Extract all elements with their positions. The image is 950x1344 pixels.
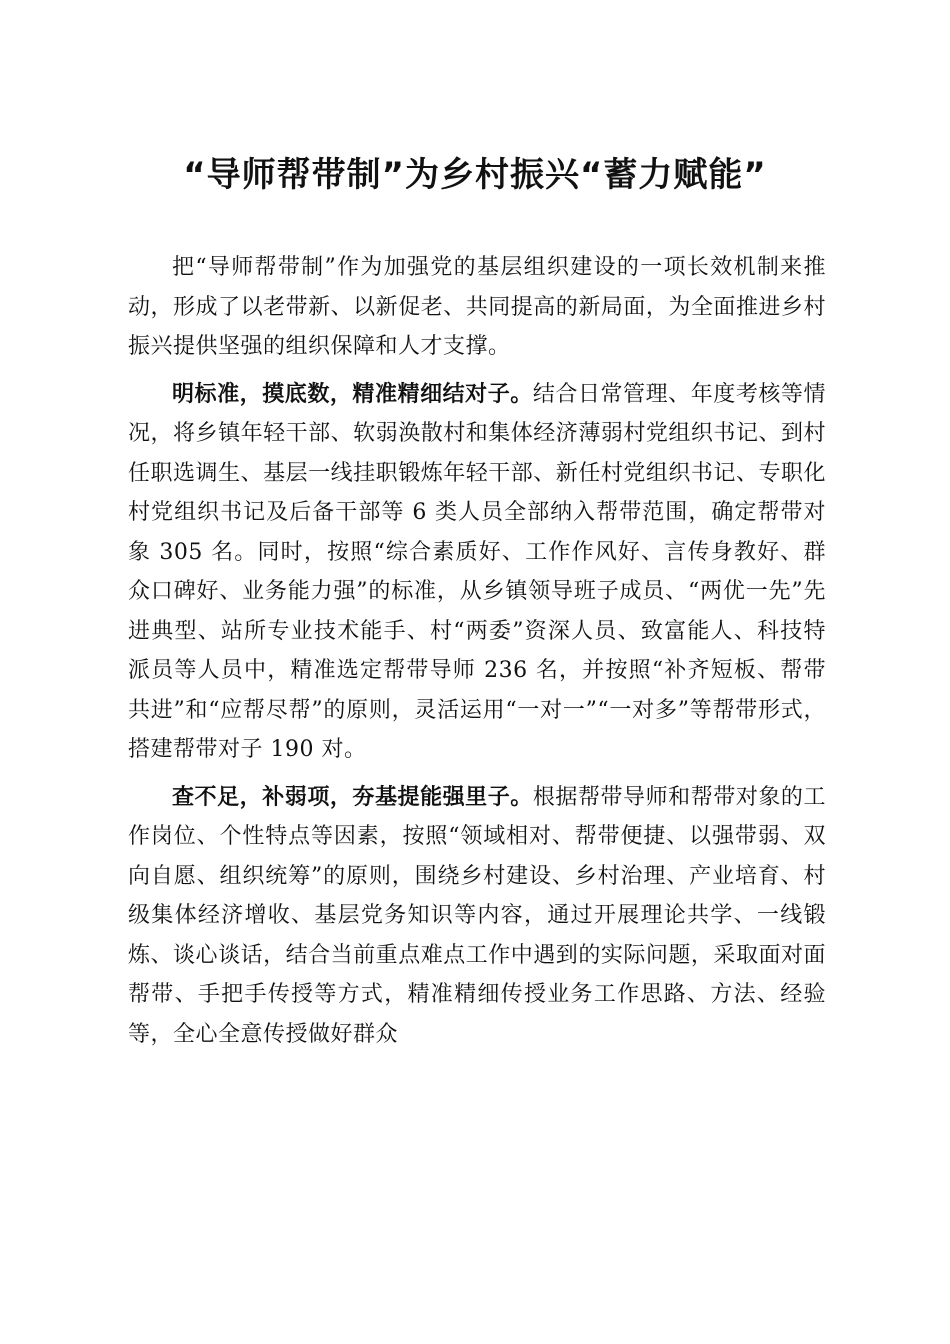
document-body (128, 248, 826, 1062)
intro-paragraph: 把“导师帮带制”作为加强党的基层组织建设的一项长效机制来推动，形成了以老带新、以新促老、共同提高的新局面，为全面推进乡村振兴提供坚强的组织保障和人才支撑。 (128, 255, 826, 359)
section-text: 根据帮带导师和帮带对象的工作岗位、个性特点等因素，按照“领域相对、帮带便捷、以强带弱、双向自愿、组织统筹”的原则，围绕乡村建设、乡村治理、产业培育、村级集体经济增收、基层党务知识等内容，通过开展理论共学、一线锻炼、谈心谈话，结合当前重点难点工作中遇到的实际问题，采取面对面帮带、手把手传授等方式，精准精细传授业务工作思路、方法、经验等，全心全意传授做好群众 (128, 784, 826, 1047)
section-lead: 查不足，补弱项，夯基提能强里子。 (172, 784, 533, 810)
document-title: “导师帮带制”为乡村振兴“蓄力赋能” (183, 155, 767, 195)
section-lead: 明标准，摸底数，精准精细结对子。 (172, 381, 533, 407)
section-text: 结合日常管理、年度考核等情况，将乡镇年轻干部、软弱涣散村和集体经济薄弱村党组织书记、到村任职选调生、基层一线挂职锻炼年轻干部、新任村党组织书记、专职化村党组织书记及后备干部等 6 类人员全部纳入帮带范围，确定帮带对象 305 名。同时，按照“综合素质好、工作作风好、言传身教好、群众口碑好、业务能力强”的标准，从乡镇领导班子成员、“两优一先”先进典型、站所专业技术能手、村“两委”资深人员、致富能人、科技特派员等人员中，精准选定帮带导师 236 名，并按照“补齐短板、帮带共进”和“应帮尽帮”的原则，灵活运用“一对一”“一对多”等帮带形式，搭建帮带对子 190 对。 (128, 381, 826, 762)
section-paragraph (128, 375, 826, 770)
section-paragraph (128, 778, 826, 1055)
